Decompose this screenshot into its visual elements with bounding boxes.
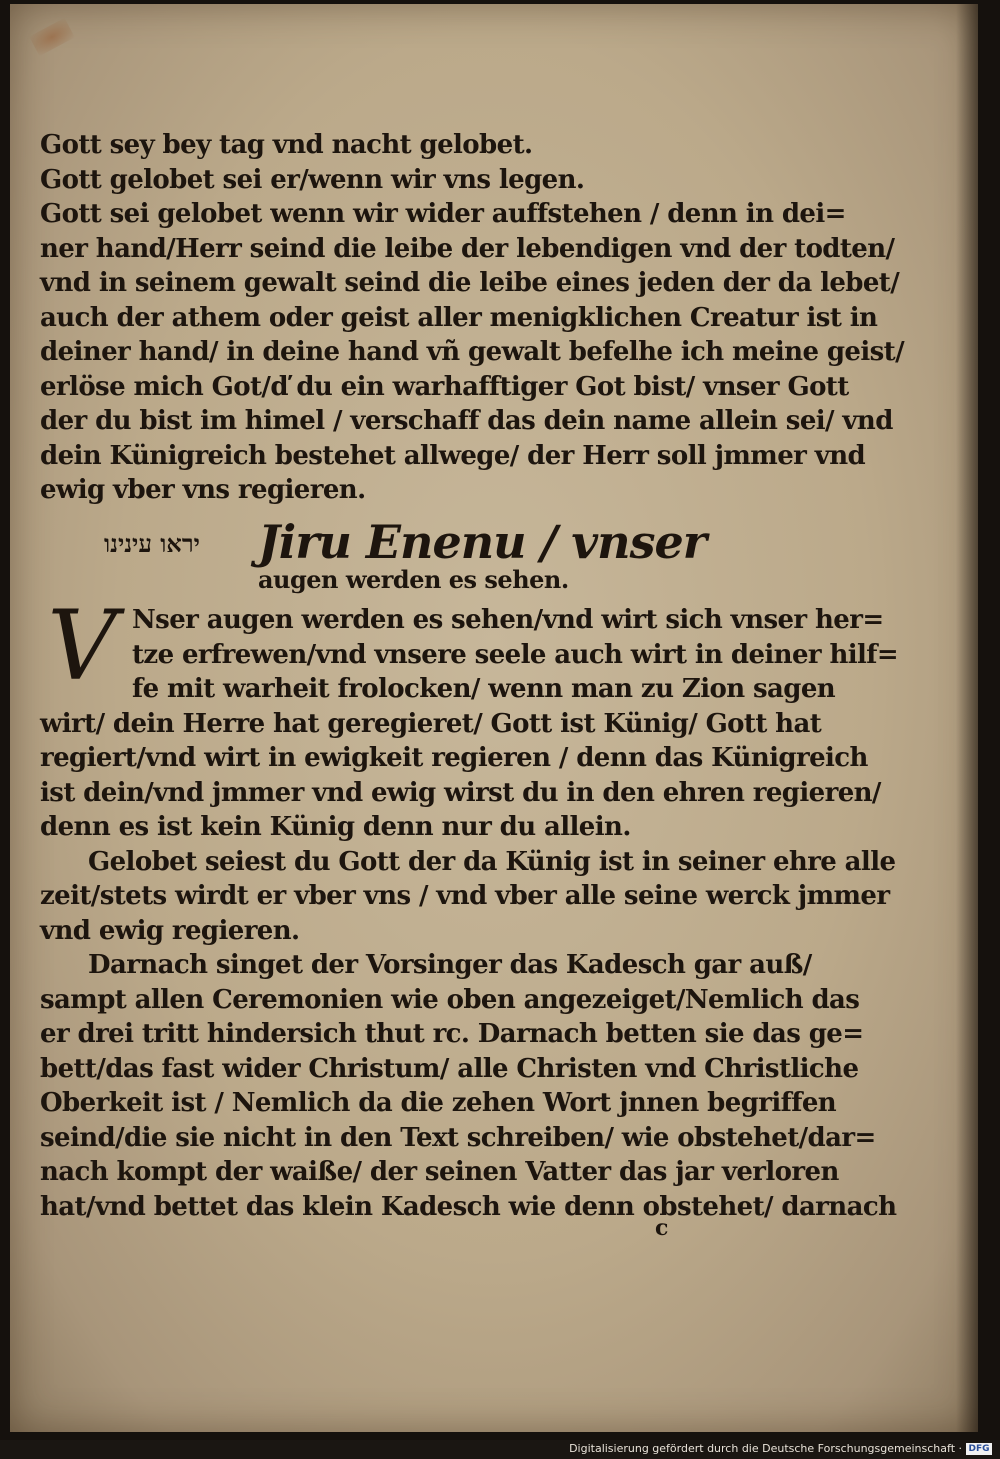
- text-line: fe mit warheit frolocken/ wenn man zu Zion sagen: [132, 674, 836, 704]
- text-line: ist dein/vnd jmmer vnd ewig wirst du in den ehren regieren/: [40, 777, 881, 808]
- text-line: ner hand/Herr seind die leibe der lebendigen vnd der todten/: [40, 233, 895, 264]
- text-line: vnd ewig regieren.: [40, 915, 300, 946]
- text-line: Nser augen werden es sehen/vnd wirt sich vnser her=: [132, 605, 884, 635]
- paragraph-1: [40, 128, 904, 508]
- text-line: Oberkeit ist / Nemlich da die zehen Wort jnnen begriffen: [40, 1088, 837, 1118]
- drop-capital: V: [47, 590, 117, 702]
- text-line: dein Künigreich bestehet allwege/ der Herr soll jmmer vnd: [40, 440, 866, 471]
- text-line: Gott sei gelobet wenn wir wider auffstehen / denn in dei=: [40, 199, 846, 229]
- heading-hebrew: יראו עינינו: [104, 529, 200, 558]
- text-line: bett/das fast wider Christum/ alle Christen vnd Christliche: [40, 1053, 859, 1084]
- text-line: Gott gelobet sei er/wenn wir vns legen.: [40, 164, 585, 195]
- heading-title: Jiru Enenu / vnser: [258, 515, 706, 569]
- text-line: vnd in seinem gewalt seind die leibe eines jeden der da lebet/: [40, 268, 900, 298]
- text-line: erlöse mich Got/ď du ein warhafftiger Got bist/ vnser Gott: [40, 371, 849, 402]
- text-line: nach kompt der waiße/ der seinen Vatter das jar verloren: [40, 1157, 839, 1187]
- signature-mark: c: [655, 1215, 669, 1241]
- text-line: der du bist im himel / verschaff das dein name allein sei/ vnd: [40, 406, 893, 436]
- text-line: wirt/ dein Herre hat geregieret/ Gott ist Künig/ Gott hat: [40, 708, 822, 739]
- text-line: zeit/stets wirdt er vber vns / vnd vber alle seine werck jmmer: [40, 881, 890, 911]
- text-line: Darnach singet der Vorsinger das Kadesch gar auß/: [88, 950, 812, 980]
- text-line: deiner hand/ in deine hand vñ gewalt befelhe ich meine geist/: [40, 337, 904, 367]
- text-line: auch der athem oder geist aller menigklichen Creatur ist in: [40, 302, 878, 333]
- footer-credit: [569, 1441, 992, 1456]
- page-stain: [29, 18, 75, 56]
- text-line: Gott sey bey tag vnd nacht gelobet.: [40, 130, 533, 160]
- text-line: denn es ist kein Künig denn nur du allein.: [40, 812, 631, 842]
- paragraph-2: [40, 603, 899, 1224]
- text-line: seind/die sie nicht in den Text schreiben/ wie obstehet/dar=: [40, 1122, 876, 1153]
- text-line: regiert/vnd wirt in ewigkeit regieren / denn das Künigreich: [40, 743, 868, 773]
- page-gutter-shadow: [956, 4, 978, 1432]
- text-line: er drei tritt hindersich thut rc. Darnach betten sie das ge=: [40, 1019, 864, 1049]
- text-line: hat/vnd bettet das klein Kadesch wie denn obstehet/ darnach: [40, 1191, 897, 1222]
- text-line: Gelobet seiest du Gott der da Künig ist in seiner ehre alle: [88, 846, 896, 877]
- text-line: ewig vber vns regieren.: [40, 475, 366, 505]
- text-line: tze erfrewen/vnd vnsere seele auch wirt in deiner hilf=: [132, 639, 899, 670]
- dfg-logo-icon: DFG: [966, 1443, 992, 1455]
- text-line: sampt allen Ceremonien wie oben angezeiget/Nemlich das: [40, 984, 860, 1015]
- footer-credit-text: Digitalisierung gefördert durch die Deutsche Forschungsgemeinschaft ·: [569, 1442, 962, 1455]
- heading-subtitle: augen werden es sehen.: [258, 565, 569, 594]
